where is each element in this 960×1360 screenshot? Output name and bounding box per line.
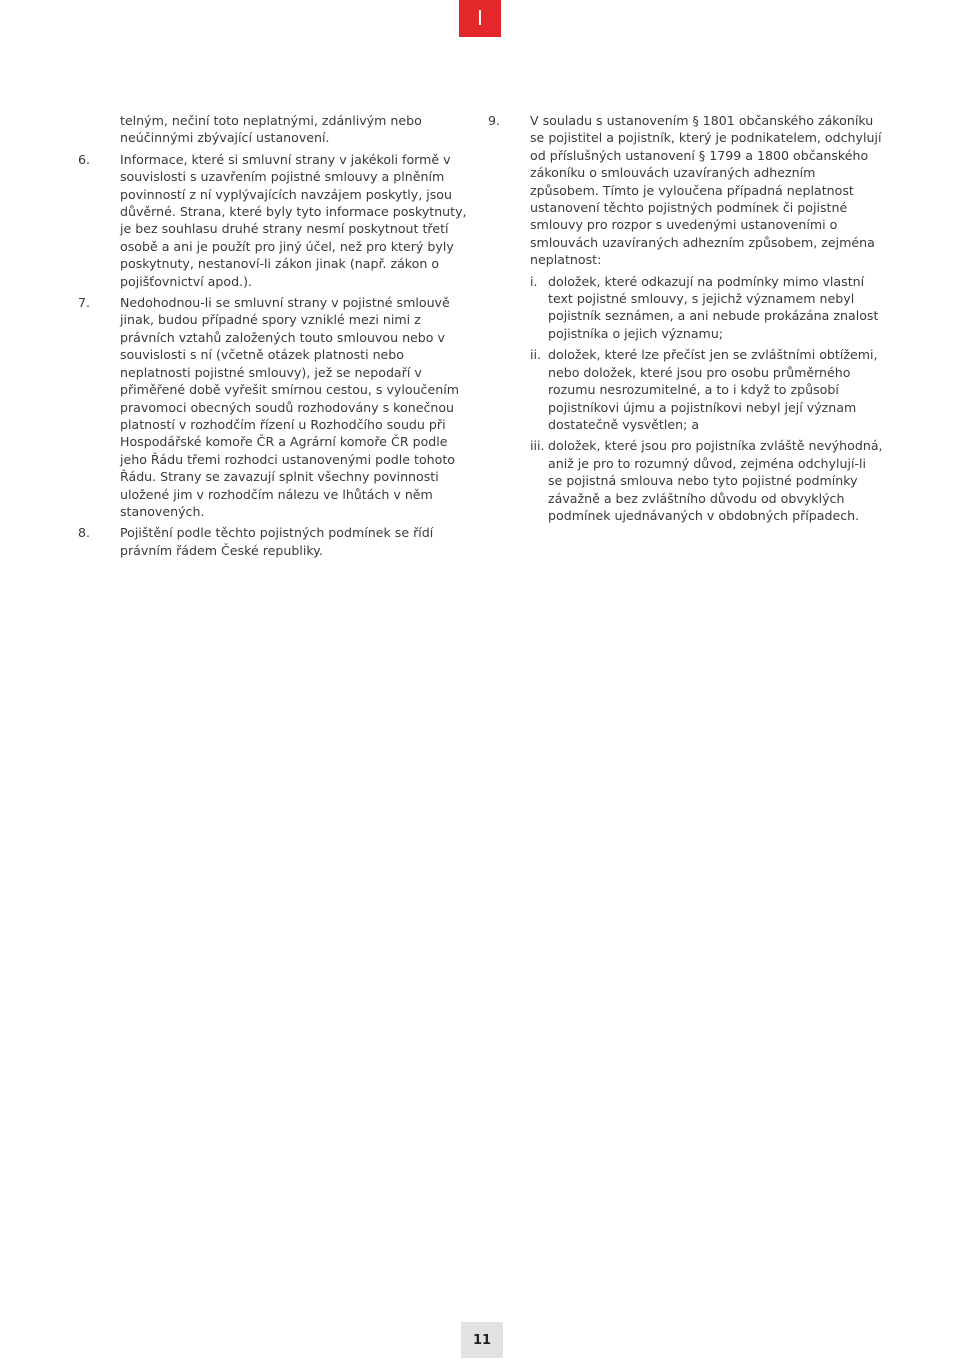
item-body bbox=[530, 112, 884, 524]
list-item-7 bbox=[78, 294, 472, 520]
sub-item-number: i. bbox=[530, 273, 538, 289]
item-number: 7. bbox=[78, 295, 91, 311]
item-text: Nedohodnou-li se smluvní strany v pojistné smlouvě jinak, budou případné spory vzniklé mezi nimi z právních vztahů založených touto smlouvou nebo v souvislosti s ní (včetně otázek platnosti nebo neplatnosti pojistné smlouvy), jež se nepodaří v přiměřené době vyřešit smírnou cestou, s vyloučením pravomoci obecných soudů rozhodovány s konečnou platností v rozhodčím řízení u Rozhodčího soudu při Hospodářské komoře ČR a Agrární komoře ČR podle jeho Řádu třemi rozhodci ustanovenými podle tohoto Řádu. Strany se zavazují splnit všechny povinnosti uložené jim v rozhodčím nálezu ve lhůtách v něm stanovených. bbox=[120, 295, 459, 519]
continuation-paragraph bbox=[120, 112, 472, 147]
sub-item-text: doložek, které jsou pro pojistníka zvláště nevýhodná, aniž je pro to rozumný důvod, zejména odchylují-li se pojistná smlouva nebo tyto pojistné podmínky závažně a bez zvláštního důvodu od obvyklých podmínek ujednávaných v obdobných případech. bbox=[548, 438, 883, 523]
sub-item-iii bbox=[530, 437, 884, 524]
item-number: 9. bbox=[488, 113, 501, 128]
sub-item-number: iii. bbox=[530, 438, 545, 454]
continuation-text: telným, nečiní toto neplatnými, zdánlivým nebo neúčinnými zbývající ustanovení. bbox=[120, 113, 422, 146]
item-text: V souladu s ustanovením § 1801 občanského zákoníku se pojistitel a pojistník, který je podnikatelem, odchylují od příslušných ustanovení § 1799 a 1800 občanského zákoníku o smlouvách uzavíraných adhezním způsobem. Tímto je vyloučena případná neplatnost ustanovení těchto pojistných podmínek či pojistné smlouvy pro rozpor s uvedenými ustanoveními o smlouvách uzavíraných adhezním způsobem, zejména neplatnost: bbox=[530, 113, 882, 268]
sub-item-number: ii. bbox=[530, 347, 542, 363]
list-item-8 bbox=[78, 524, 472, 559]
item-number: 6. bbox=[78, 151, 91, 167]
sub-item-i bbox=[530, 273, 884, 343]
right-column bbox=[488, 112, 884, 528]
item-number: 8. bbox=[78, 525, 91, 541]
page-number: 11 bbox=[461, 1322, 503, 1358]
sub-item-text: doložek, které odkazují na podmínky mimo vlastní text pojistné smlouvy, s jejichž významem nebyl pojistník seznámen, a ani nebude prokázána znalost pojistníka o jejich významu; bbox=[548, 273, 879, 341]
sub-list bbox=[530, 273, 884, 525]
list-item-9 bbox=[488, 112, 884, 524]
left-column bbox=[78, 112, 472, 563]
list-item-6 bbox=[78, 151, 472, 290]
item-text: Informace, které si smluvní strany v jakékoli formě v souvislosti s uzavřením pojistné smlouvy a plněním povinností z ní vyplývajících navzájem poskytly, jsou důvěrné. Strana, které byly tyto informace poskytnuty, je bez souhlasu druhé strany nesmí poskytnout třetí osobě a ani je použít pro jiný účel, než pro který byly poskytnuty, nestanoví-li zákon jinak (např. zákon o pojišťovnictví apod.). bbox=[120, 151, 467, 289]
item-text: Pojištění podle těchto pojistných podmínek se řídí právním řádem České republiky. bbox=[120, 525, 434, 558]
sub-item-text: doložek, které lze přečíst jen se zvláštními obtížemi, nebo doložek, které jsou pro osobu průměrného rozumu nesrozumitelné, a to i když to způsobí pojistníkovi újmu a pojistníkovi nebyl její význam dostatečně vysvětlen; a bbox=[548, 347, 878, 432]
sub-item-ii bbox=[530, 346, 884, 433]
section-tab: I bbox=[459, 0, 501, 37]
